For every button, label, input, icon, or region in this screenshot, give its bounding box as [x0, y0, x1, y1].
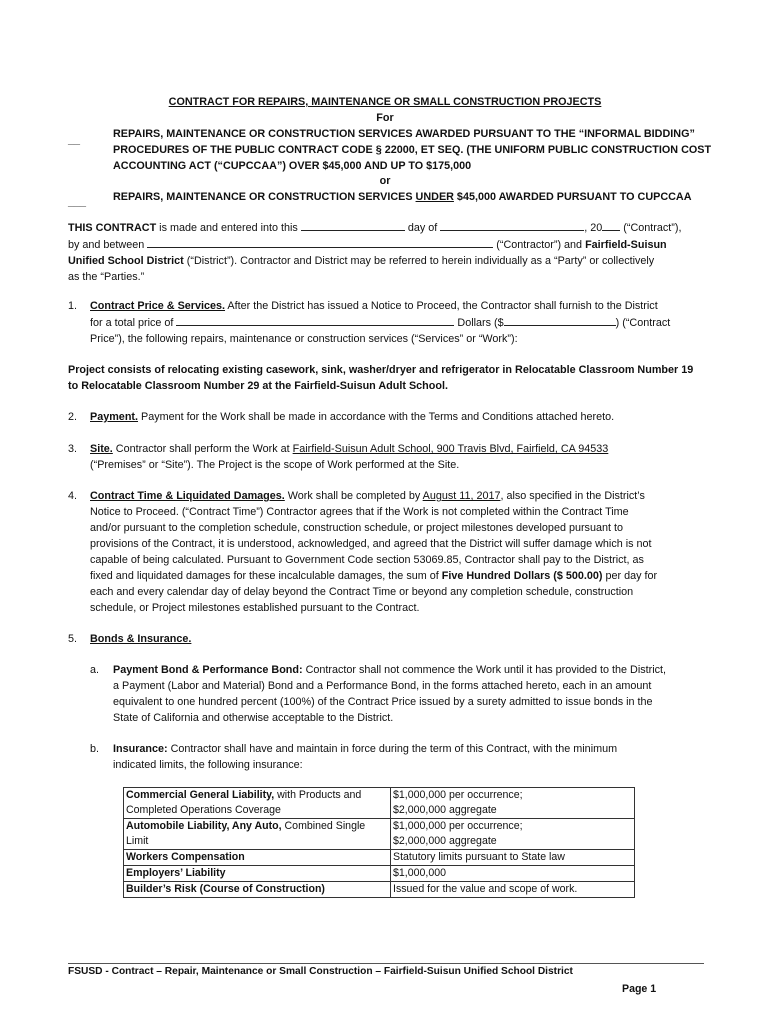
total-price-words-field[interactable] — [176, 314, 454, 326]
section-5a-bonds: Payment Bond & Performance Bond: Contractor shall not commence the Work until it has provided to the District, a Payment (Labor and Material) Bond and a Performance Bond, in the forms attached hereto, each in an amount equivalent to one hundred percent (100%) of the Contract Price issued by a surety admitted to issue bonds in the State of California and otherwise acceptable to the District. — [113, 664, 667, 724]
section-3-site: Site. Contractor shall perform the Work at Fairfield-Suisun Adult School, 900 Travis Blvd, Fairfield, CA 94533 (“Premises” or “Site”). The Project is the scope of Work performed at the Site. — [90, 443, 609, 471]
section-3-number: 3. — [68, 443, 78, 455]
option2-text: REPAIRS, MAINTENANCE OR CONSTRUCTION SERVICES UNDER $45,000 AWARDED PURSUANT TO CUPCCAA — [113, 191, 692, 203]
intro-paragraph: THIS CONTRACT is made and entered into this day of , 20 (“Contract”), by and between (“Contractor”) and Fairfield-Suisun Unified School District (“District”). Contractor and District may be referred to herein individually as a “Party” or collectively as the “Parties.” — [68, 219, 708, 285]
table-row — [124, 882, 635, 898]
section-5b-label: b. — [90, 743, 100, 755]
page-number: Page 1 — [622, 983, 657, 995]
limit-cell: $1,000,000 per occurrence; $2,000,000 aggregate — [391, 819, 635, 850]
coverage-cell: Builder’s Risk (Course of Construction) — [124, 882, 391, 898]
section-4-number: 4. — [68, 490, 78, 502]
section-5b-insurance: Insurance: Contractor shall have and maintain in force during the term of this Contract, with the minimum indicated limits, the following insurance: — [113, 743, 618, 771]
limit-cell: Statutory limits pursuant to State law — [391, 850, 635, 866]
date-year-field[interactable] — [602, 219, 620, 231]
option1-text: REPAIRS, MAINTENANCE OR CONSTRUCTION SERVICES AWARDED PURSUANT TO THE “INFORMAL BIDDING” PROCEDURES OF THE PUBLIC CONTRACT CODE § 22000, ET SEQ. (THE UNIFORM PUBLIC CONSTRUCTION COST ACCOUNTING ACT (“CUPCCAA”) OVER $45,000 AND UP TO $175,000 — [113, 128, 712, 172]
header-or: or — [379, 175, 391, 187]
table-row — [124, 850, 635, 866]
table-row — [124, 866, 635, 882]
contractor-name-field[interactable] — [147, 236, 493, 248]
section-1-number: 1. — [68, 300, 78, 312]
limit-cell: $1,000,000 per occurrence; $2,000,000 aggregate — [391, 788, 635, 819]
section-2-payment: Payment. Payment for the Work shall be made in accordance with the Terms and Conditions attached hereto. — [90, 411, 615, 423]
section-5a-label: a. — [90, 664, 100, 676]
coverage-cell: Automobile Liability, Any Auto, Combined Single Limit — [124, 819, 391, 850]
limit-cell: $1,000,000 — [391, 866, 635, 882]
coverage-cell: Employers’ Liability — [124, 866, 391, 882]
section-2-number: 2. — [68, 411, 78, 423]
date-month-field[interactable] — [440, 219, 584, 231]
coverage-cell: Workers Compensation — [124, 850, 391, 866]
footer-divider — [68, 963, 704, 964]
section-5-number: 5. — [68, 633, 78, 645]
header-for: For — [376, 112, 394, 124]
option2-checkbox-blank[interactable]: ___ — [68, 196, 87, 208]
option1-checkbox-blank[interactable]: __ — [68, 134, 81, 146]
table-row — [124, 819, 635, 850]
section-5-heading: Bonds & Insurance. — [90, 633, 192, 645]
footer-text: FSUSD - Contract – Repair, Maintenance or Small Construction – Fairfield-Suisun Unified School District — [68, 966, 573, 977]
section-1-contract-price: Contract Price & Services. After the District has issued a Notice to Proceed, the Contractor shall furnish to the District for a total price of Dollars ($ ) (“Contract Price”), the following repairs, maintenance or construction services (“Services” or “Work”): — [90, 300, 671, 345]
project-description: Project consists of relocating existing casework, sink, washer/dryer and refrigerator in Relocatable Classroom Number 19 to Relocatable Classroom Number 29 at the Fairfield-Suisun Adult School. — [68, 364, 694, 392]
contract-title: CONTRACT FOR REPAIRS, MAINTENANCE OR SMALL CONSTRUCTION PROJECTS — [168, 96, 602, 108]
coverage-cell: Commercial General Liability, with Products and Completed Operations Coverage — [124, 788, 391, 819]
total-price-amount-field[interactable] — [504, 314, 616, 326]
section-4-contract-time: Contract Time & Liquidated Damages. Work shall be completed by August 11, 2017, also specified in the District’s Notice to Proceed. (“Contract Time”) Contractor agrees that if the Work is not completed within the Contract Time and/or pursuant to the completion schedule, construction schedule, or project milestones developed pursuant to provisions of the Contract, it is understood, acknowledged, and agreed that the District will suffer damage which is not capable of being calculated. Pursuant to Government Code section 53069.85, Contractor shall pay to the District, as fixed and liquidated damages for these incalculable damages, the sum of Five Hundred Dollars ($ 500.00) per day for each and every calendar day of delay beyond the Contract Time or beyond any completion schedule, construction schedule, or Project milestones established pursuant to the Contract. — [90, 490, 658, 614]
limit-cell: Issued for the value and scope of work. — [391, 882, 635, 898]
insurance-table — [123, 787, 635, 898]
date-day-field[interactable] — [301, 219, 405, 231]
table-row — [124, 788, 635, 819]
